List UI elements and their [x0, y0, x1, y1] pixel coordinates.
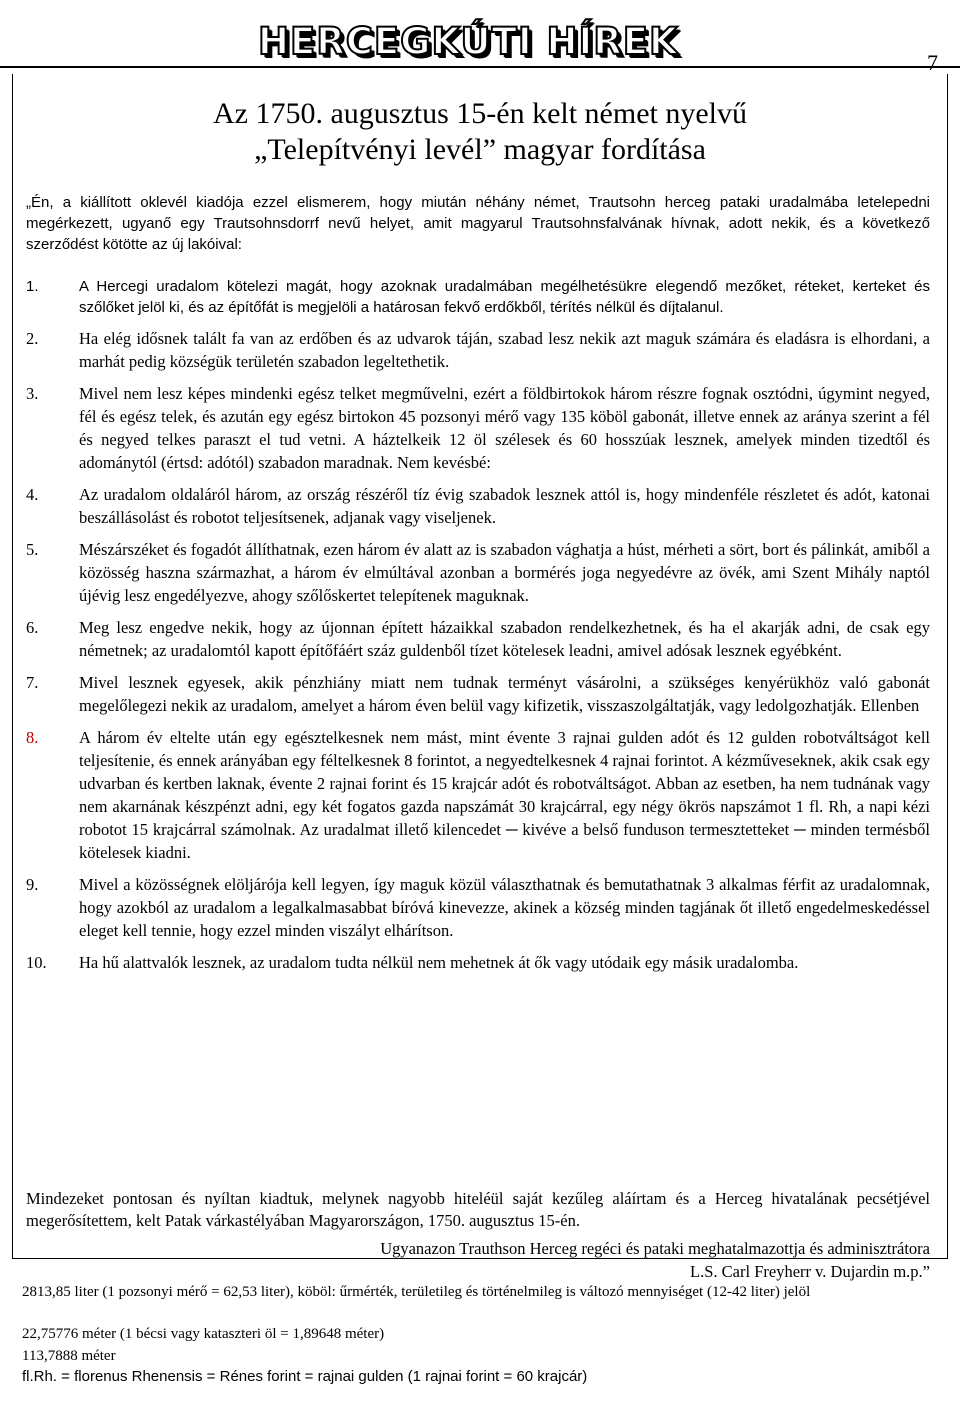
- list-item: [26, 276, 930, 318]
- list-item-text: Ha elég idősnek talált fa van az erdőben és az udvarok táján, szabad lesz nekik azt maguk számára és eladásra is elhordani, a marhát pedig községük területén szabadon legeltethetik.: [79, 329, 930, 371]
- list-item: [26, 483, 930, 529]
- list-item-text: Mivel nem lesz képes mindenki egész telket megművelni, ezért a földbirtokok három részre fognak osztódni, úgymint negyed, fél és egész telek, és azután egy egész birtokon 45 pozsonyi mérő vagy 135 köböl gabonát, illetve ennek az aránya szerint a fél és negyed telkes paraszt el tud vetni. A háztelkeik 12 öl szélesek és 60 hosszúak lesznek, amelyek minden tizedtől és adománytól (értsd: adótól) szabadon maradnak. Nem kevésbé:: [79, 384, 930, 472]
- list-item-text: Az uradalom oldaláról három, az ország részéről tíz évig szabadok lesznek attól is, hogy mindenféle részletet és adót, katonai beszállásolást és robotot teljesítsenek, adjanak vagy viseljenek.: [79, 485, 930, 527]
- list-item: [26, 671, 930, 717]
- signature-line-1: Ugyanazon Trauthson Herceg regéci és pataki meghatalmazottja és adminisztrátora: [380, 1239, 930, 1258]
- list-item: [26, 616, 930, 662]
- list-item: [26, 951, 930, 974]
- article-title: [0, 96, 960, 168]
- footnote-measure-2: 22,75776 méter (1 bécsi vagy kataszteri öl = 1,89648 méter): [22, 1326, 385, 1342]
- list-item-number: 9.: [26, 875, 39, 894]
- list-item-text: A Hercegi uradalom kötelezi magát, hogy azoknak uradalmában megélhetésükre elegendő mezőket, réteket, kerteket és szőlőket jelöl ki, és az építőfát is megjelöli a határosan fekvő erdőkből, térítés nélkül és díjtalanul.: [79, 278, 930, 316]
- signature-line-2: L.S. Carl Freyherr v. Dujardin m.p.”: [690, 1262, 930, 1281]
- article-title-line-1: Az 1750. augusztus 15-én kelt német nyelvű: [212, 97, 748, 130]
- list-item-number: 8.: [26, 728, 39, 747]
- footnote-currency: fl.Rh. = florenus Rhenensis = Rénes forint = rajnai gulden (1 rajnai forint = 60 krajcár): [22, 1368, 588, 1385]
- list-item-text: Mivel a közösségnek elöljárója kell legyen, így maguk közül választhatnak és bemutathatnak 3 alkalmas férfit az uradalomnak, hogy azokból az uradalom a legalkalmasabbat bíróvá kinevezze, akinek a község minden tagjának őt illető engedelmeskedéssel eleget kell tennie, hogy ezzel minden viszályt elhárítson.: [79, 875, 930, 940]
- list-item-number: 5.: [26, 540, 39, 559]
- closing-paragraph: Mindezeket pontosan és nyíltan kiadtuk, melynek nagyobb hiteléül saját kezűleg aláírtam és a Herceg hivatalának pecsétjével megerősítettem, kelt Patak várkastélyában Magyarországon, 1750. augusztus 15-én.: [26, 1189, 930, 1230]
- list-item-number: 2.: [26, 329, 39, 348]
- masthead-rule: [0, 66, 960, 68]
- list-item-number: 10.: [26, 953, 47, 972]
- page-number: 7: [927, 50, 938, 75]
- intro-paragraph: „Én, a kiállított oklevél kiadója ezzel elismerem, hogy miután néhány német, Trautsohn herceg pataki uradalmába letelepedni megérkezett, ugyanő egy Trautsohnsdorrf nevű helyet, amit magyarul Trautsohnsfalvának hívnak, adott nekik, és a következő szerződést kötötte az új lakóival:: [26, 194, 930, 253]
- list-item-text: Meg lesz engedve nekik, hogy az újonnan épített házaikkal szabadon rendelkezhetnek, és ha el akarják adni, de csak egy németnek; az uradalomtól kapott építőfáért száz guldenből tízet kötelesek leadni, amivel adósak lesznek egyébként.: [79, 618, 930, 660]
- list-item: [26, 726, 930, 864]
- list-item: [26, 382, 930, 474]
- list-item-text: Ha hű alattvalók lesznek, az uradalom tudta nélkül nem mehetnek át ők vagy utódaik egy másik uradalomba.: [79, 953, 799, 972]
- list-item: [26, 873, 930, 942]
- footnote-measure-1: 2813,85 liter (1 pozsonyi mérő = 62,53 liter), köböl: űrmérték, területileg és történelmileg is változó mennyiséget (12-42 liter) jelöl: [22, 1284, 811, 1300]
- article-title-line-2: „Telepítvényi levél” magyar fordítása: [254, 133, 706, 166]
- list-item-text: A három év eltelte után egy egésztelkesnek nem mást, mint évente 3 rajnai gulden adót és 12 gulden robotváltságot kell teljesítenie, és ennek arányában egy féltelkesnek 8 forintot, a negyedtelkesnek 4 rajnai forintot. A kézműveseknek, akik csak egy udvarban és kertben laknak, évente 2 rajnai forint és 15 krajcár adót és robotváltságot. Abban az esetben, ha nem tudnának vagy nem akarnának készpénzt adni, egy két fogatos gazda napszámát 30 krajcárral, egy négy ökrös napszámot 1 fl. Rh, a napi kézi robotot 15 krajcárral számolnak. Az uradalmat illető kilencedet ─ kivéve a belső funduson termesztetteket ─ minden termésből kötelesek kiadni.: [79, 728, 930, 862]
- numbered-list: [26, 276, 930, 983]
- list-item-text: Mészárszéket és fogadót állíthatnak, ezen három év alatt az is szabadon vághatja a húst, mérheti a sört, bort és pálinkát, amiből a közösség haszna származhat, a három év elmúltával azonban a bormérés joga negyedévre az övék, ami Szent Mihály naptól újévig lesz engedélyezve, ahogy szőlőskertet telepítenek maguknak.: [79, 540, 930, 605]
- masthead: [0, 0, 960, 74]
- list-item-number: 3.: [26, 384, 39, 403]
- list-item-number: 7.: [26, 673, 39, 692]
- list-item: [26, 538, 930, 607]
- list-item-number: 6.: [26, 618, 39, 637]
- list-item-number: 1.: [26, 278, 39, 295]
- list-item: [26, 327, 930, 373]
- list-item-text: Mivel lesznek egyesek, akik pénzhiány miatt nem tudnak terményt vásárolni, a szükséges kenyérükhöz való gabonát megelőlegezi nekik az uradalom, amelyet a három éven belül vagy kifizetik, visszaszolgáltatják, vagy ledolgozhatják. Ellenben: [79, 673, 930, 715]
- masthead-title: HERCEGKÚTI HÍREK: [258, 20, 679, 63]
- list-item-number: 4.: [26, 485, 39, 504]
- footnote-measure-3: 113,7888 méter: [22, 1348, 116, 1364]
